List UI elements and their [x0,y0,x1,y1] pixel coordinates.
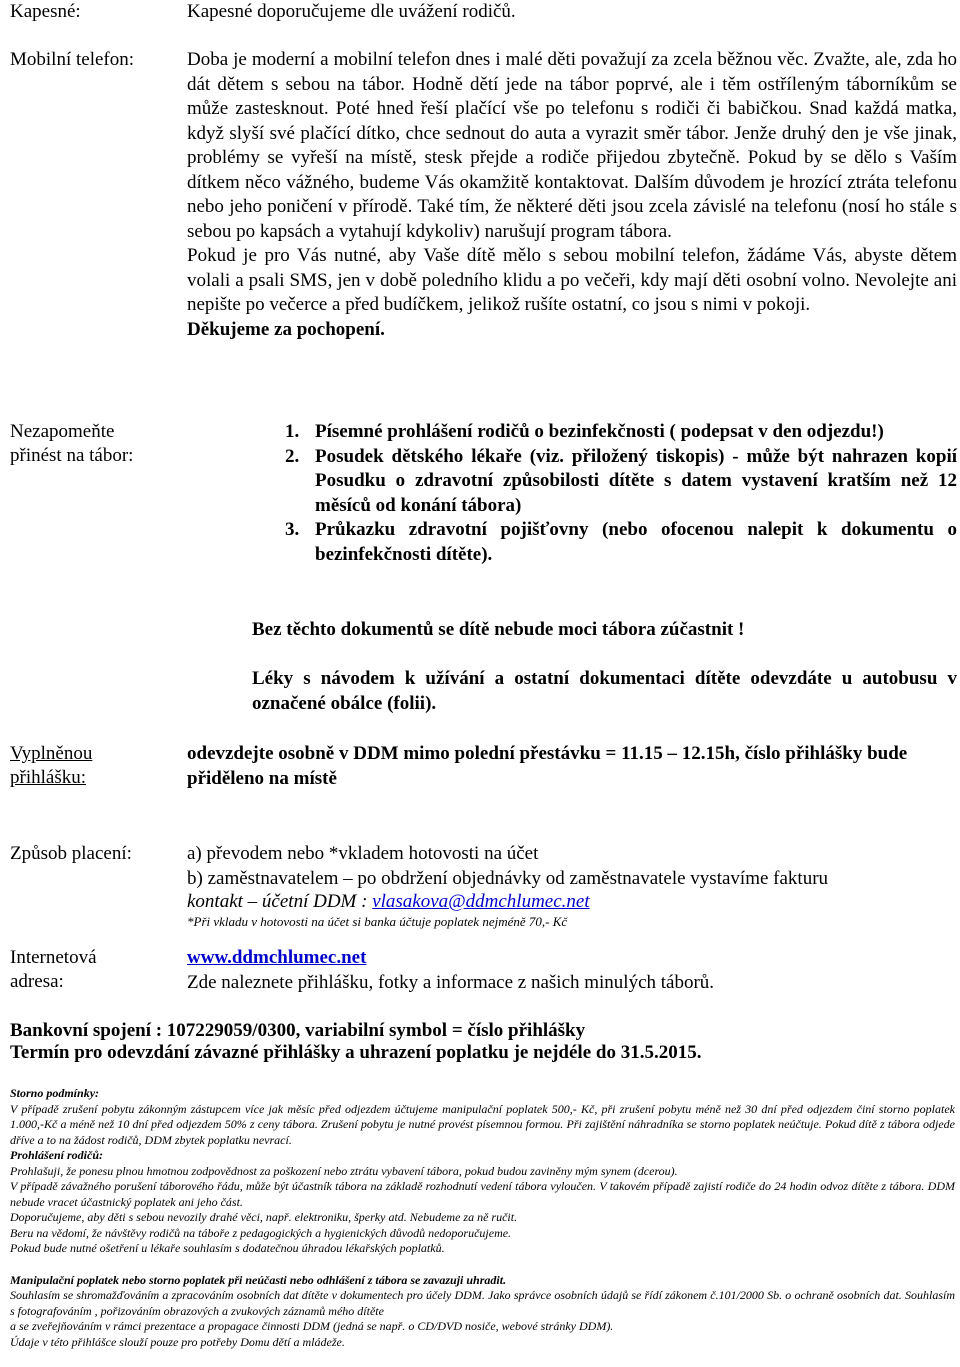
manipulation-fee-heading: Manipulační poplatek nebo storno poplatek při neúčasti nebo odhlášení z tábora se zavazuji uhradit. [10,1272,507,1287]
list-item-number: 2. [285,445,300,467]
consent-line: Údaje v této přihlášce slouží pouze pro potřeby Domu dětí a mládeže. [10,1334,345,1349]
medications-note: Léky s návodem k užívání a ostatní dokumentaci dítěte odevzdáte u autobusu v označené obálce (folii). [252,668,957,714]
platba-line-a: a) převodem nebo *vkladem hotovosti na účet [187,843,539,864]
prihlaska-label [10,742,180,790]
storno-heading: Storno podmínky: [10,1086,100,1100]
mobil-content [187,48,957,342]
web-text: Zde naleznete přihlášku, fotky a informace z našich minulých táborů. [187,971,715,993]
kapesne-label: Kapesné: [10,1,81,22]
fine-print [10,1086,955,1350]
prihlaska-text: odevzdejte osobně v DDM mimo polední přestávku = 11.15 – 12.15h, číslo přihlášky bude přiděleno na místě [187,743,908,789]
list-item-number: 1. [285,421,300,442]
document-list [285,420,957,567]
list-item-number: 3. [285,519,300,540]
list-item [285,518,957,567]
kapesne-text: Kapesné doporučujeme dle uvážení rodičů. [187,1,516,22]
consent-line: a se zveřejňováním v rámci prezentace a propagace činnosti DDM (jedná se např. o CD/DVD nosiče, webové stránky DDM). [10,1319,614,1333]
prohlaseni-line: Beru na vědomí, že návštěvy rodičů na táboře z pedagogických a hygienických důvodů nedoporučujeme. [10,1225,512,1240]
mobil-paragraph-1: Doba je moderní a mobilní telefon dnes i malé děti považují za zcela běžnou věc. Zvažte, ale, zda ho dát dětem s sebou na tábor. Hodně dětí jede na tábor poprvé, ale i těm ostříleným táborníkům se může zastesknout. Poté hned řeší plačící vše po telefonu s rodiči či babičkou. Snad každá matka, když slyší své plačící dítko, chce sednout do auta a vyrazit směr tábor. Jenže druhý den je vše jinak, problémy se vyřeší na místě, stesk přejde a rodiče přijedou zbytečně. Pokud by se dělo s Vaším dítkem něco vážného, budeme Vás okamžitě kontaktovat. Dalším důvodem je hrozící ztráta telefonu nebo jeho poničení v přírodě. Také tím, že některé děti jsou zcela závislé na telefonu (nosí ho stále s sebou po kapsách a vytahují kdykoliv) narušují program tábora. [187,49,957,242]
contact-email-link[interactable]: vlasakova@ddmchlumec.net [372,891,590,912]
prihlaska-label-line1: Vyplněnou [10,743,93,764]
web-label-line1: Internetová [10,947,97,968]
contact-prefix: kontakt – účetní DDM : [187,891,373,912]
platba-line-b: b) zaměstnavatelem – po obdržení objednávky od zaměstnavatele vystavíme fakturu [187,867,829,889]
mobil-label: Mobilní telefon: [10,49,135,70]
consent-line: Souhlasím se shromažďováním a zpracováním osobních dat dítěte v dokumentech pro účely DDM. Jako správce osobních údajů se řídí zákonem č.101/2000 Sb. o ochraně osobních dat. Souhlasím s fotografováním , pořizováním obrazových a zvukových záznamů mého dítěte [10,1288,955,1318]
web-content [187,946,957,995]
nezapomente-label-line2: přinést na tábor: [10,445,134,466]
mobil-thanks: Děkujeme za pochopení. [187,318,385,340]
prohlaseni-heading: Prohlášení rodičů: [10,1148,104,1162]
list-item-text: Posudek dětského lékaře (viz. přiložený tiskopis) - může být nahrazen kopií Posudku o zdravotní způsobilosti dítěte s datem vystavení kratším než 12 měsíců od konání tábora) [315,445,957,516]
website-link[interactable]: www.ddmchlumec.net [187,947,367,968]
prohlaseni-line: Doporučujeme, aby děti s sebou nevozily drahé věci, např. elektroniku, šperky atd. Nebudeme za ně ručit. [10,1210,518,1224]
documents-warning: Bez těchto dokumentů se dítě nebude moci tábora zúčastnit ! [252,619,745,640]
prihlaska-label-line2: přihlášku: [10,767,86,788]
nezapomente-label-line1: Nezapomeňte [10,421,115,442]
web-label-line2: adresa: [10,971,64,992]
list-item [285,420,957,445]
prohlaseni-line: V případě závažného porušení táborového řádu, může být účastník tábora na základě rozhodnutí vedení tábora vyloučen. V takovém případě zajistí rodiče do 24 hodin odvoz dítěte z tábora. DDM nebude vracet účastnický poplatek ani jeho část. [10,1179,955,1209]
storno-text: V případě zrušení pobytu zákonným zástupcem více jak měsíc před odjezdem účtujeme manipulační poplatek 500,- Kč, při zrušení pobytu méně než 30 dní před odjezdem činí storno poplatek 1.000,-Kč a méně než 10 dní před odjezdem 50% z ceny tábora. Zrušení pobytu je nutné provést písemnou formou. Při zajištění náhradníka se storno poplatek neúčtuje. Pokud dítě z tábora odjede dříve a to na žádost rodičů, DDM zbytek poplatku nevrací. [10,1101,955,1147]
prohlaseni-line: Prohlašuji, že ponesu plnou hmotnou zodpovědnost za poškození nebo ztrátu vybavení tábora, pokud budou zaviněny mým synem (dcerou). [10,1163,678,1178]
platba-label: Způsob placení: [10,843,132,864]
prohlaseni-line: Pokud bude nutné ošetření u lékaře souhlasím s dodatečnou úhradou lékařských poplatků. [10,1241,445,1255]
nezapomente-list-box [285,420,957,567]
web-label [10,946,180,994]
nezapomente-label [10,420,180,468]
list-item [285,445,957,519]
mobil-paragraph-2: Pokud je pro Vás nutné, aby Vaše dítě mělo s sebou mobilní telefon, žádáme Vás, abyste dětem volali a psali SMS, jen v době poledního klidu a po večeři, kdy mají děti osobní volno. Nevolejte ani nepište po večerce a před budíčkem, jelikož rušíte ostatní, co jsou s nimi v pokoji. [187,245,957,315]
platba-content [187,842,957,931]
list-item-text: Průkazku zdravotní pojišťovny (nebo ofocenou nalepit k dokumentu o bezinfekčnosti dítěte). [315,519,957,565]
bank-info [10,1020,955,1064]
bank-line-2: Termín pro odevzdání závazné přihlášky a uhrazení poplatku je nejdéle do 31.5.2015. [10,1042,702,1063]
platba-note: *Při vkladu v hotovosti na účet si banka účtuje poplatek nejméně 70,- Kč [187,914,568,929]
bank-line-1: Bankovní spojení : 107229059/0300, variabilní symbol = číslo přihlášky [10,1020,586,1041]
platba-contact [187,891,957,913]
list-item-text: Písemné prohlášení rodičů o bezinfekčnosti ( podepsat v den odjezdu!) [315,421,884,442]
